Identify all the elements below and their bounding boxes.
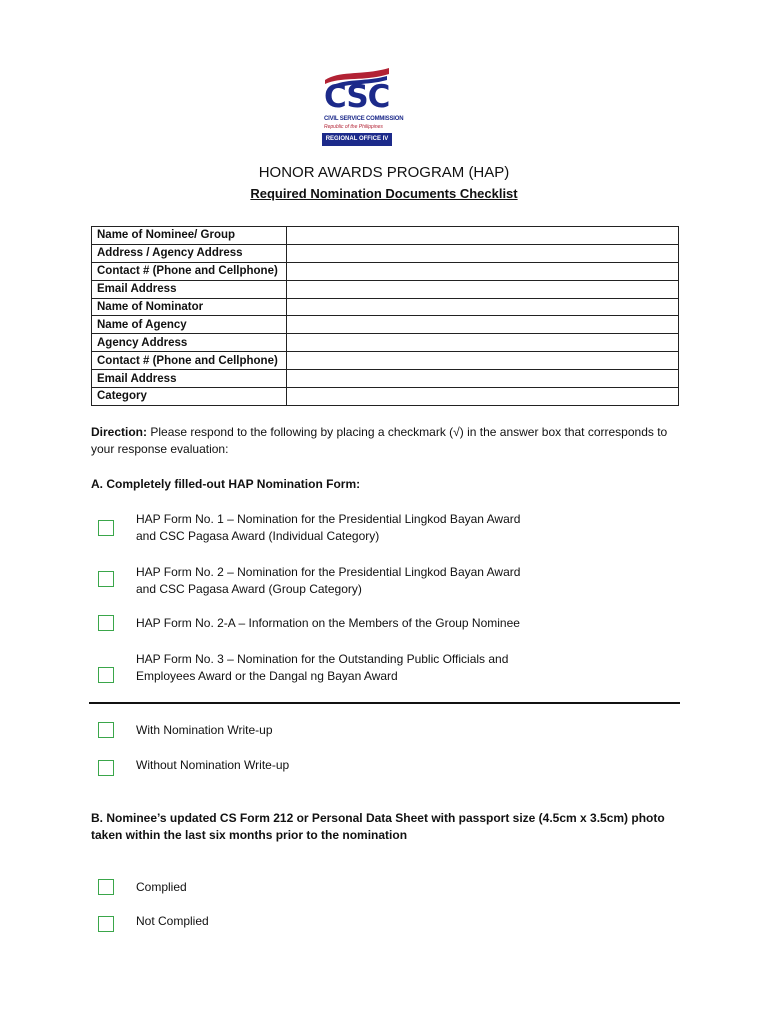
row-label: Contact # (Phone and Cellphone) [92,352,287,370]
nominee-info-table [91,226,679,406]
table-row [92,262,679,280]
table-row [92,244,679,262]
form-line2: and CSC Pagasa Award (Individual Category) [136,529,380,543]
direction-body: Please respond to the following by placing a checkmark (√) in the answer box that corresponds to your response evaluation: [91,425,668,456]
row-value-field[interactable] [287,262,679,280]
row-value-field[interactable] [287,334,679,352]
row-label: Category [92,388,287,406]
checkbox[interactable] [98,879,114,895]
checkbox[interactable] [98,667,114,683]
row-value-field[interactable] [287,352,679,370]
row-label: Address / Agency Address [92,244,287,262]
table-row [92,370,679,388]
table-row [92,388,679,406]
row-value-field[interactable] [287,370,679,388]
page-subtitle: Required Nomination Documents Checklist [250,186,518,201]
form-line1: HAP Form No. 2 – Nomination for the Presidential Lingkod Bayan Award [136,565,521,579]
section-b-line1: B. Nominee’s updated CS Form 212 or Personal Data Sheet with passport size (4.5cm x 3.5cm) photo [91,811,665,825]
row-label: Name of Nominee/ Group [92,227,287,245]
row-value-field[interactable] [287,244,679,262]
page-title: HONOR AWARDS PROGRAM (HAP) [258,164,510,181]
form-line1: HAP Form No. 2-A – Information on the Members of the Group Nominee [136,616,520,630]
checkbox[interactable] [98,722,114,738]
checkbox[interactable] [98,520,114,536]
option-label: Not Complied [136,914,209,928]
row-label: Name of Agency [92,316,287,334]
logo-line2: Republic of the Philippines [324,124,383,130]
table-row [92,334,679,352]
section-a-heading: A. Completely filled-out HAP Nomination Form: [91,477,361,491]
logo-region: REGIONAL OFFICE IV [322,133,392,146]
row-value-field[interactable] [287,280,679,298]
table-row [92,316,679,334]
checkbox[interactable] [98,571,114,587]
form-line1: HAP Form No. 1 – Nomination for the Presidential Lingkod Bayan Award [136,512,521,526]
form-item-text [136,564,576,598]
table-row [92,298,679,316]
writeup-label: With Nomination Write-up [136,723,273,737]
logo-line1: CIVIL SERVICE COMMISSION [324,116,404,122]
row-label: Contact # (Phone and Cellphone) [92,262,287,280]
checkbox[interactable] [98,615,114,631]
form-line2: and CSC Pagasa Award (Group Category) [136,582,362,596]
section-divider [89,702,680,704]
row-label: Name of Nominator [92,298,287,316]
form-line1: HAP Form No. 3 – Nomination for the Outstanding Public Officials and [136,652,509,666]
section-b-line2: taken within the last six months prior to the nomination [91,828,408,842]
csc-logo [321,68,404,148]
writeup-label: Without Nomination Write-up [136,758,290,772]
logo-wordmark: CSC [324,79,390,115]
table-row [92,280,679,298]
row-label: Agency Address [92,334,287,352]
form-line2: Employees Award or the Dangal ng Bayan Award [136,669,398,683]
direction-label: Direction: [91,425,148,439]
row-label: Email Address [92,370,287,388]
row-label: Email Address [92,280,287,298]
row-value-field[interactable] [287,388,679,406]
checkbox[interactable] [98,760,114,776]
form-item-text [136,651,576,685]
checkbox[interactable] [98,916,114,932]
row-value-field[interactable] [287,227,679,245]
form-item-text [136,615,576,632]
table-row [92,352,679,370]
row-value-field[interactable] [287,316,679,334]
form-item-text [136,511,576,545]
option-label: Complied [136,880,187,894]
direction-text [91,424,691,458]
table-row [92,227,679,245]
section-b-heading [91,810,711,844]
row-value-field[interactable] [287,298,679,316]
